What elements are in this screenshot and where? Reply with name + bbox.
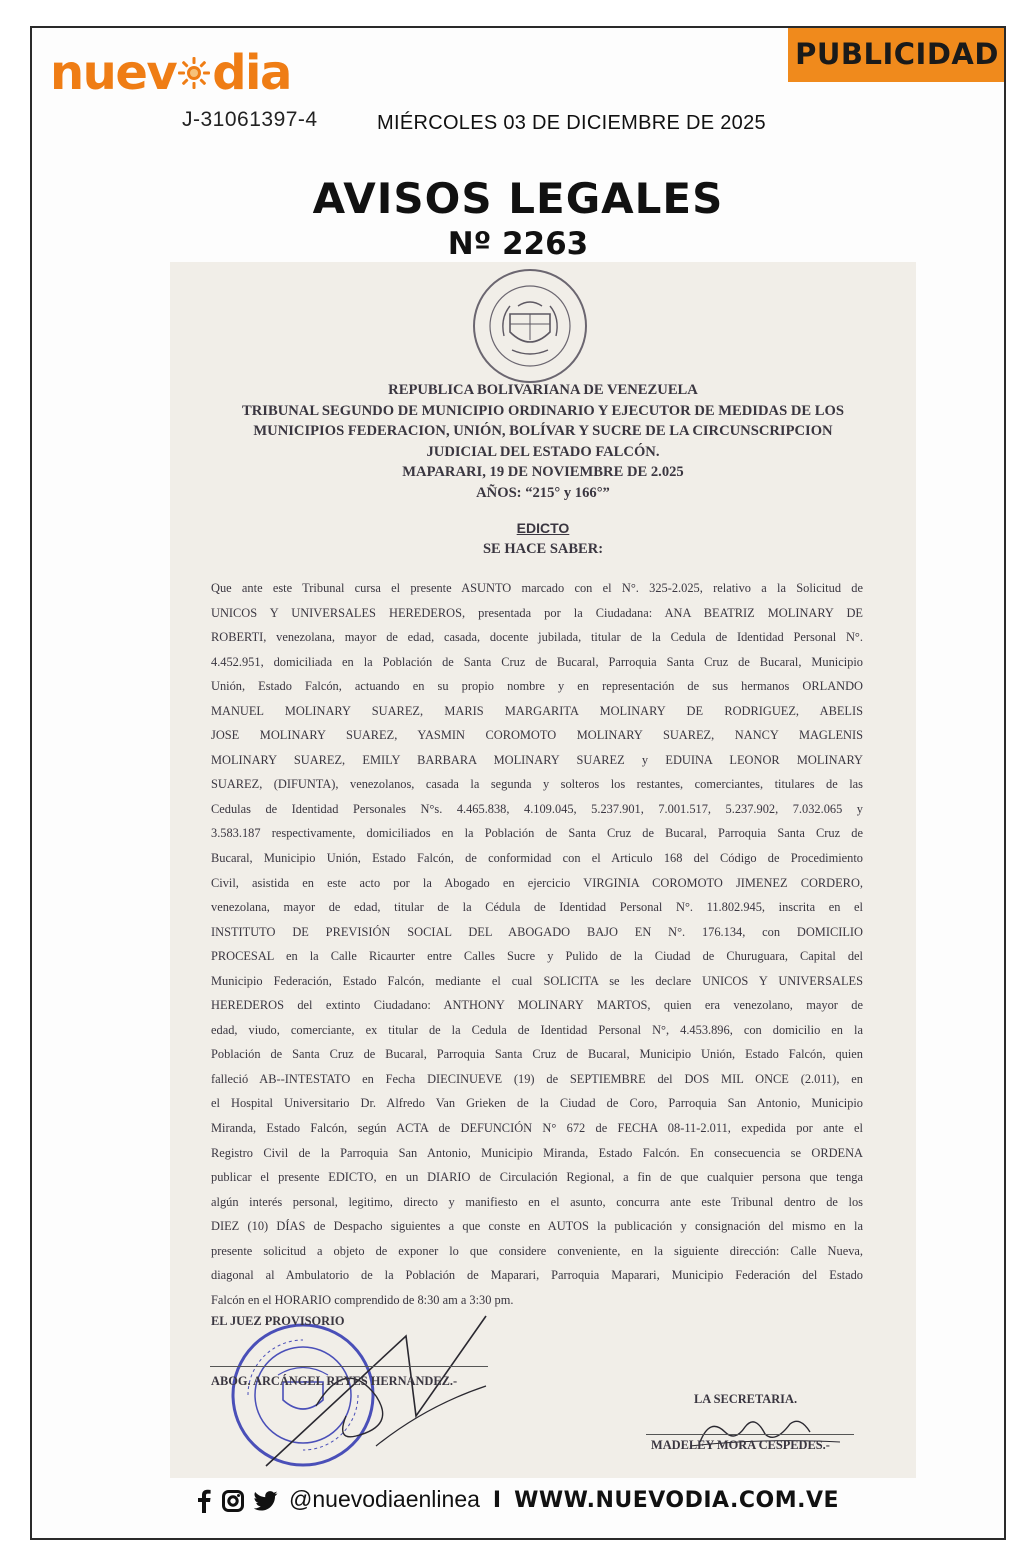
body-line: SUAREZ, (DIFUNTA), venezolanos, casada la segunda y solteros los restantes, comerciantes, titulares de las (211, 777, 863, 792)
rif-number: J-31061397-4 (182, 108, 318, 131)
body-line: Miranda, Estado Falcón, según ACTA de DEFUNCIÓN N° 672 de FECHA 08-11-2.011, expedida por ante el (211, 1121, 863, 1136)
body-line: MOLINARY SUAREZ, EMILY BARBARA MOLINARY SUAREZ y EDUINA LEONOR MOLINARY (211, 752, 863, 767)
twitter-icon[interactable] (254, 1491, 278, 1511)
website-link[interactable]: WWW.NUEVODIA.COM.VE (514, 1488, 839, 1513)
secretary-title: LA SECRETARIA. (694, 1392, 798, 1406)
heading-line: TRIBUNAL SEGUNDO DE MUNICIPIO ORDINARIO Y EJECUTOR DE MEDIDAS DE LOS (242, 402, 844, 419)
body-line: Cedulas de Identidad Personales N°s. 4.465.838, 4.109.045, 5.237.901, 7.001.517, 5.237.902, 7.032.065 y (211, 801, 863, 816)
body-line: UNICOS Y UNIVERSALES HEREDEROS, presentada por la Ciudadana: ANA BEATRIZ MOLINARY DE (211, 605, 863, 620)
body-line: Unión, Estado Falcón, actuando en su propio nombre y en representación de sus hermanos ORLANDO (211, 679, 863, 694)
body-line: Municipio Federación, Estado Falcón, mediante el cual SOLICITA se les declare UNICOS Y UNIVERSALES (211, 973, 863, 988)
hace-saber-subtitle: SE HACE SABER: (482, 541, 604, 557)
facebook-icon[interactable] (197, 1489, 211, 1513)
footer-separator: I (492, 1488, 502, 1513)
legal-notice-document (170, 262, 916, 1478)
body-line: 4.452.951, domiciliada en la Población de Santa Cruz de Bucaral, Parroquia Santa Cruz de Bucaral, Municipio (211, 654, 863, 669)
section-title: AVISOS LEGALES (312, 174, 724, 223)
heading-line: AÑOS: “215° y 166°” (476, 484, 610, 501)
body-line: INSTITUTO DE PREVISIÓN SOCIAL DEL ABOGADO BAJO EN N°. 176.134, con DOMICILIO (211, 924, 863, 939)
publicidad-badge (788, 26, 1006, 82)
body-line: presente solicitud a objeto de exponer lo que considere conveniente, en la siguiente dirección: Calle Nueva, (211, 1243, 863, 1258)
body-line: el Hospital Universitario Dr. Alfredo Van Grieken de la Ciudad de Coro, Parroquia San Antonio, Municipio (211, 1096, 863, 1111)
logo-text-right: dia (212, 45, 291, 101)
body-line: MANUEL MOLINARY SUAREZ, MARIS MARGARITA MOLINARY DE RODRIGUEZ, ABELIS (211, 703, 863, 718)
body-line: Población de Santa Cruz de Bucaral, Parroquia Santa Cruz de Bucaral, Municipio Unión, Estado Falcón, quien (211, 1047, 863, 1062)
edicto-title: EDICTO (516, 520, 570, 536)
body-line: falleció AB--INTESTATO en Fecha DIECINUEVE (19) de SEPTIEMBRE del DOS MIL ONCE (2.011), en (211, 1071, 863, 1086)
body-line: HEREDEROS del extinto Ciudadano: ANTHONY MOLINARY MARTOS, quien era venezolano, mayor de (211, 998, 863, 1013)
body-line: Civil, asistida en este acto por la Abogado en ejercicio VIRGINIA COROMOTO JIMENEZ CORDERO, (211, 875, 863, 890)
body-line: algún interés personal, legitimo, directo y manifiesto en el asunto, concurra ante este Tribunal dentro de los (211, 1194, 863, 1209)
body-line: ROBERTI, venezolana, mayor de edad, casada, docente jubilada, titular de la Cedula de Identidad Personal N°. (211, 630, 863, 645)
judge-signature-line (210, 1366, 488, 1367)
body-line: diagonal al Ambulatorio de la Población de Maparari, Parroquia Maparari, Municipio Federación del Estado (211, 1268, 863, 1283)
body-line: JOSE MOLINARY SUAREZ, YASMIN COROMOTO MOLINARY SUAREZ, NANCY MAGLENIS (211, 728, 863, 743)
footer (32, 1486, 1004, 1513)
body-line: venezolana, mayor de edad, titular de la Cédula de Identidad Personal N°. 11.802.945, inscrita en el (211, 900, 863, 915)
sun-logo-icon (177, 56, 211, 90)
issue-number: Nº 2263 (447, 226, 589, 262)
secretary-name: MADELEY MORA CESPEDES.- (651, 1438, 830, 1452)
edicto-body (211, 576, 863, 1312)
document-heading (170, 380, 916, 503)
publication-date: MIÉRCOLES 03 DE DICIEMBRE DE 2025 (377, 112, 766, 134)
body-line: Que ante este Tribunal cursa el presente ASUNTO marcado con el N°. 325-2.025, relativo a la Solicitud de (211, 581, 863, 595)
instagram-icon[interactable] (222, 1490, 244, 1512)
heading-line: MAPARARI, 19 DE NOVIEMBRE DE 2.025 (402, 464, 684, 480)
heading-line: JUDICIAL DEL ESTADO FALCÓN. (426, 443, 660, 460)
badge-label: PUBLICIDAD (795, 37, 999, 71)
nuevodia-logo (50, 45, 291, 101)
heading-line: REPUBLICA BOLIVARIANA DE VENEZUELA (388, 382, 698, 398)
social-icons (197, 1488, 289, 1513)
body-line: DIEZ (10) DÍAS de Despacho siguientes a que conste en AUTOS la publicación y consignación del mismo en la (211, 1219, 863, 1234)
body-line: 3.583.187 respectivamente, domiciliados en la Población de Santa Cruz de Bucaral, Parroquia Santa Cruz de (211, 826, 863, 841)
heading-line: MUNICIPIOS FEDERACION, UNIÓN, BOLÍVAR Y SUCRE DE LA CIRCUNSCRIPCION (253, 423, 833, 439)
judge-title: EL JUEZ PROVISORIO (211, 1314, 345, 1328)
secretary-signature-line (646, 1434, 854, 1435)
body-line: Falcón en el HORARIO comprendido de 8:30 am a 3:30 pm. (211, 1292, 514, 1307)
social-handle[interactable]: @nuevodiaenlinea (289, 1486, 480, 1512)
page-frame (30, 26, 1006, 1540)
tribunal-seal-icon (470, 266, 590, 386)
judge-name: ABOG. ARCÁNGEL REYES HERNANDEZ.- (211, 1374, 458, 1388)
logo-text-left: nuev (50, 45, 177, 101)
body-line: publicar el presente EDICTO, en un DIARIO de Circulación Regional, a fin de que cualquier persona que tenga (211, 1170, 863, 1185)
body-line: Bucaral, Municipio Unión, Estado Falcón, de conformidad con el Articulo 168 del Código de Procedimiento (211, 851, 863, 866)
body-line: edad, viudo, comerciante, ex titular de la Cedula de Identidad Personal N°, 4.453.896, con domicilio en la (211, 1022, 863, 1037)
body-line: Registro Civil de la Parroquia San Antonio, Municipio Miranda, Estado Falcón. En consecuencia se ORDENA (211, 1145, 863, 1160)
body-line: PROCESAL en la Calle Ricaurter entre Calles Sucre y Pulido de la Ciudad de Churuguara, Capital del (211, 949, 863, 964)
